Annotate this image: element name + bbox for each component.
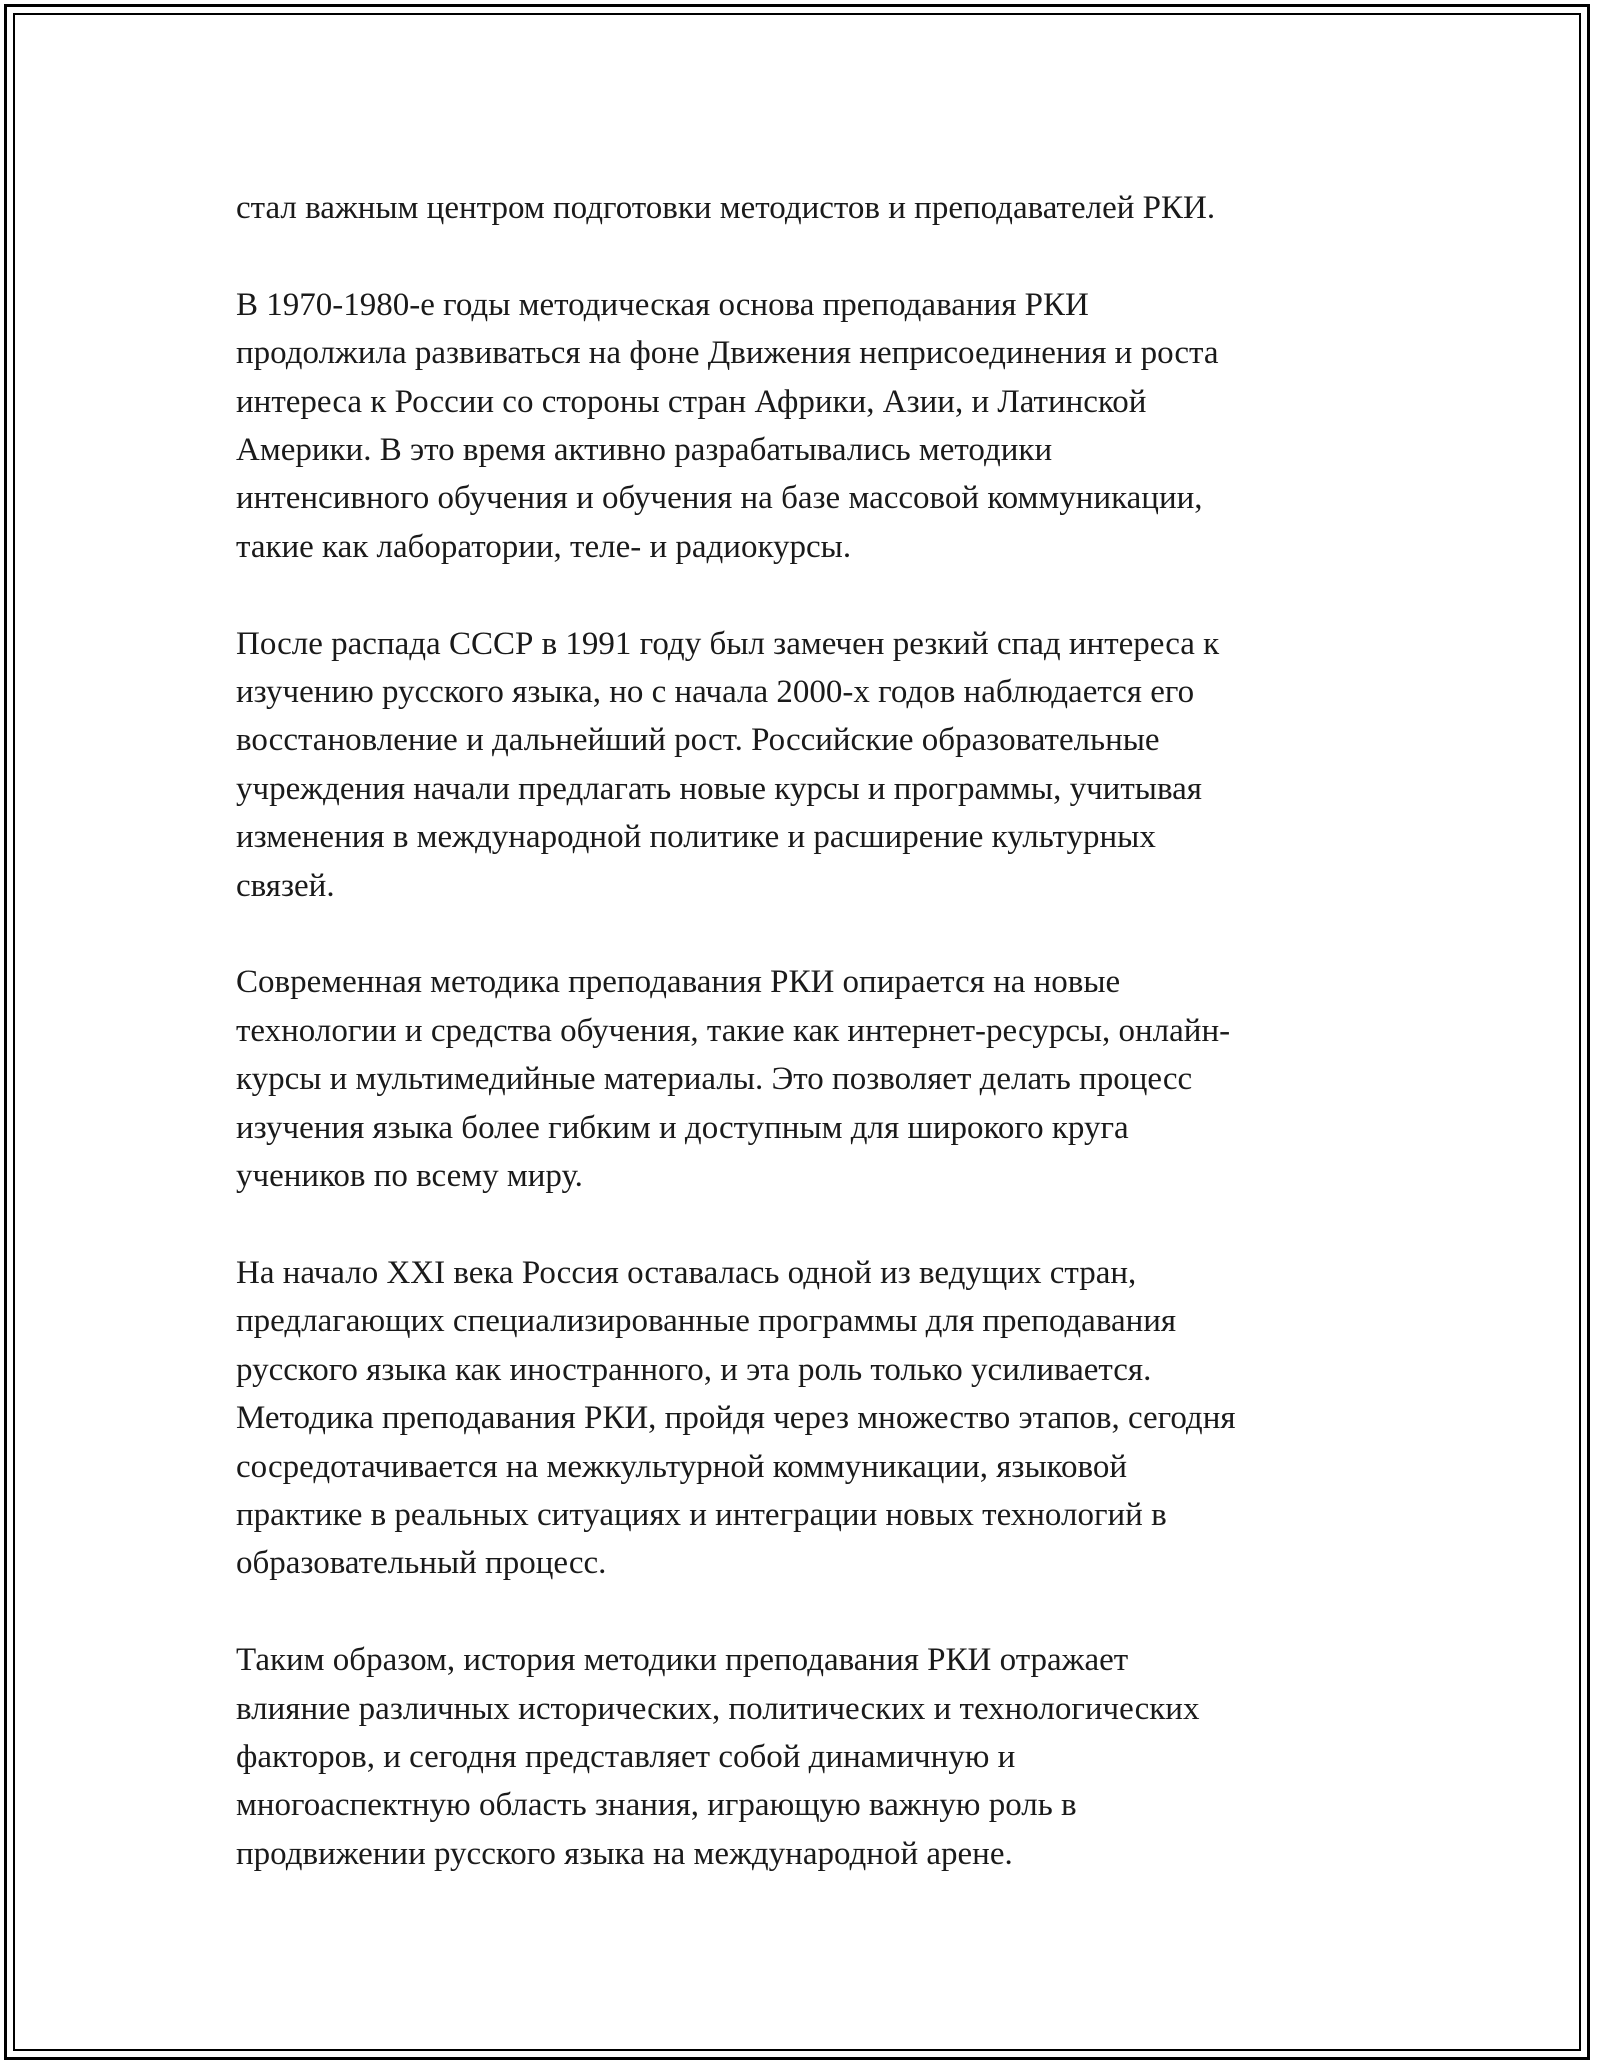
document-body (236, 184, 1366, 1878)
paragraph-3: После распада СССР в 1991 году был замечен резкий спад интереса к изучению русского языка, но с начала 2000-х годов наблюдается его восстановление и дальнейший рост. Российские образовательные учреждения начали предлагать новые курсы и программы, учитывая изменения в международной политике и расширение культурных связей. (236, 625, 1220, 904)
paragraph-1: стал важным центром подготовки методистов и преподавателей РКИ. (236, 190, 1216, 226)
paragraph-6: Таким образом, история методики преподавания РКИ отражает влияние различных исторических, политических и технологических факторов, и сегодня представляет собой динамичную и многоаспектную область знания, играющую важную роль в продвижении русского языка на международной арене. (236, 1642, 1200, 1872)
paragraph-2: В 1970-1980-е годы методическая основа преподавания РКИ продолжила развиваться на фоне Движения неприсоединения и роста интереса к России со стороны стран Африки, Азии, и Латинской Америки. В это время активно разрабатывались методики интенсивного обучения и обучения на базе массовой коммуникации, такие как лаборатории, теле- и радиокурсы. (236, 286, 1219, 565)
paragraph-4: Современная методика преподавания РКИ опирается на новые технологии и средства обучения, такие как интернет-ресурсы, онлайн- курсы и мультимедийные материалы. Это позволяет делать процесс изучения языка более гибким и доступным для широкого круга учеников по всему миру. (236, 964, 1231, 1195)
paragraph-5: На начало XXI века Россия оставалась одной из ведущих стран, предлагающих специализированные программы для преподавания русского языка как иностранного, и эта роль только усиливается. Методика преподавания РКИ, пройдя через множество этапов, сегодня сосредотачивается на межкультурной коммуникации, языковой практике в реальных ситуациях и интеграции новых технологий в образовательный процесс. (236, 1254, 1236, 1582)
